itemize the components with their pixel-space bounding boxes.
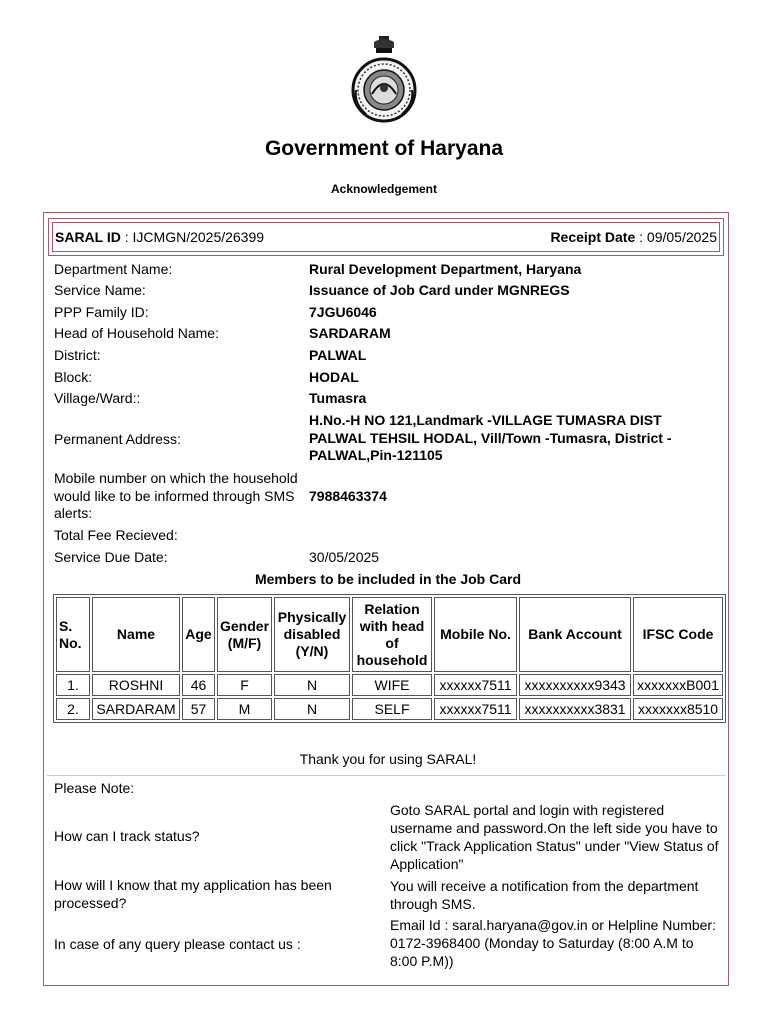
cell-name: ROSHNI: [92, 674, 180, 696]
head-value: SARDARAM: [309, 325, 391, 341]
cell-ifsc: xxxxxxxB001: [633, 674, 723, 696]
cell-mobile: xxxxxx7511: [434, 674, 517, 696]
cell-ifsc: xxxxxxx8510: [633, 698, 723, 720]
village-value: Tumasra: [309, 390, 367, 406]
address-label: Permanent Address:: [54, 431, 181, 447]
address-value: H.No.-H NO 121,Landmark -VILLAGE TUMASRA DIST PALWAL TEHSIL HODAL, Vill/Town -Tumasra, District -PALWAL,Pin-121105: [309, 412, 672, 463]
track-question: How can I track status?: [54, 828, 200, 844]
cell-bank: xxxxxxxxxx9343: [519, 674, 631, 696]
saral-id: SARAL ID : IJCMGN/2025/26399: [55, 229, 265, 245]
ppp-value: 7JGU6046: [309, 304, 377, 320]
col-disabled: Physically disabled (Y/N): [274, 597, 350, 672]
cell-relation: SELF: [352, 698, 432, 720]
cell-sno: 1.: [56, 674, 90, 696]
ppp-label: PPP Family ID:: [54, 304, 149, 320]
due-date-value: 30/05/2025: [309, 549, 380, 565]
cell-age: 57: [182, 698, 215, 720]
page-title: Government of Haryana: [264, 137, 504, 160]
processed-question: How will I know that my application has been processed?: [54, 877, 332, 911]
block-label: Block:: [54, 369, 93, 385]
contact-answer: Email Id : saral.haryana@gov.in or Helpline Number: 0172-3968400 (Monday to Saturday (8:00 A.M to 8:00 P.M)): [390, 917, 716, 969]
col-gender: Gender (M/F): [217, 597, 272, 672]
due-date-label: Service Due Date:: [54, 549, 168, 565]
head-label: Head of Household Name:: [54, 325, 219, 341]
mobile-value: 7988463374: [309, 488, 387, 504]
col-relation: Relation with head of household: [352, 597, 432, 672]
cell-gender: M: [217, 698, 272, 720]
cell-disabled: N: [274, 674, 350, 696]
cell-gender: F: [217, 674, 272, 696]
col-sno: S. No.: [56, 597, 90, 672]
col-ifsc: IFSC Code: [633, 597, 723, 672]
col-age: Age: [182, 597, 215, 672]
cell-bank: xxxxxxxxxx3831: [519, 698, 631, 720]
district-value: PALWAL: [309, 347, 367, 363]
village-label: Village/Ward::: [54, 390, 141, 406]
department-label: Department Name:: [54, 261, 173, 277]
mobile-label: Mobile number on which the household would like to be informed through SMS alerts:: [54, 470, 298, 521]
cell-name: SARDARAM: [92, 698, 180, 720]
notes-heading: Please Note:: [54, 780, 135, 796]
fee-label: Total Fee Recieved:: [54, 527, 178, 543]
receipt-date: Receipt Date : 09/05/2025: [550, 229, 717, 245]
cell-sno: 2.: [56, 698, 90, 720]
track-answer: Goto SARAL portal and login with registered username and password.On the left side you have to click "Track Application Status" under "View Status of Application": [390, 802, 719, 872]
cell-relation: WIFE: [352, 674, 432, 696]
department-value: Rural Development Department, Haryana: [309, 261, 582, 277]
cell-mobile: xxxxxx7511: [434, 698, 517, 720]
service-value: Issuance of Job Card under MGNREGS: [309, 282, 570, 298]
page-subtitle: Acknowledgement: [330, 182, 438, 196]
haryana-emblem-icon: [346, 34, 422, 124]
col-bank: Bank Account: [519, 597, 631, 672]
members-header-row: [56, 597, 723, 672]
members-table: [53, 594, 726, 723]
contact-question: In case of any query please contact us :: [54, 936, 301, 952]
processed-answer: You will receive a notification from the department through SMS.: [390, 878, 699, 912]
thanks-message: Thank you for using SARAL!: [299, 751, 477, 767]
col-mobile: Mobile No.: [434, 597, 517, 672]
table-row: [56, 698, 723, 720]
col-name: Name: [92, 597, 180, 672]
service-label: Service Name:: [54, 282, 146, 298]
members-title: Members to be included in the Job Card: [254, 571, 522, 587]
saral-id-box: [48, 218, 724, 256]
table-row: [56, 674, 723, 696]
block-value: HODAL: [309, 369, 359, 385]
district-label: District:: [54, 347, 101, 363]
cell-disabled: N: [274, 698, 350, 720]
cell-age: 46: [182, 674, 215, 696]
